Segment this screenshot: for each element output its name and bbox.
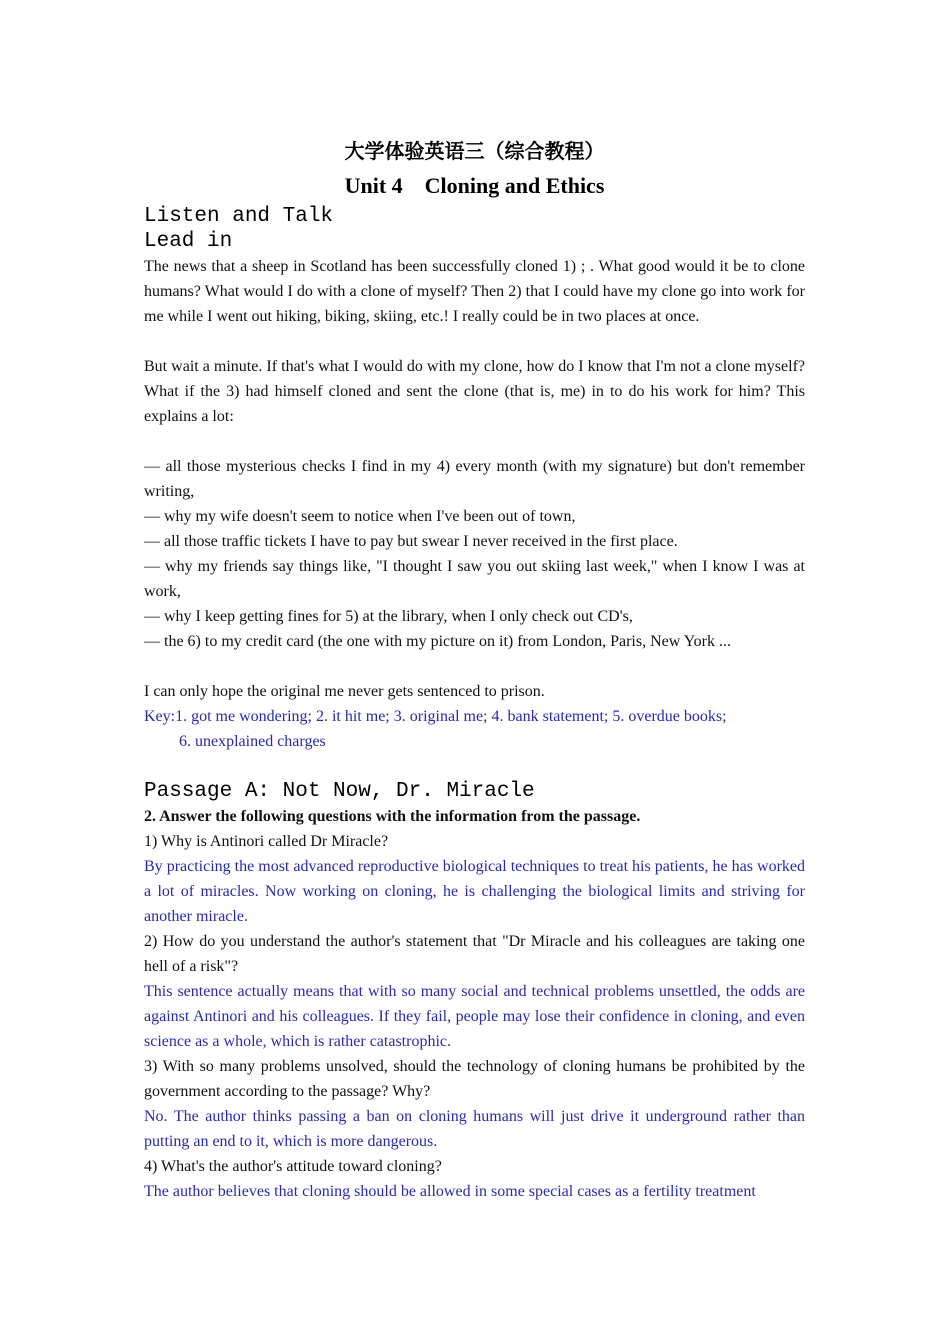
question: 1) Why is Antinori called Dr Miracle? bbox=[144, 833, 389, 850]
question: 2) How do you understand the author's statement that "Dr Miracle and his colleagues are taking one hell of a risk"? bbox=[144, 933, 805, 975]
list-item: — all those mysterious checks I find in my 4) every month (with my signature) but don't remember writing, bbox=[144, 458, 805, 500]
question-heading: 2. Answer the following questions with the information from the passage. bbox=[144, 808, 641, 825]
lead-closing: I can only hope the original me never gets sentenced to prison. bbox=[144, 683, 545, 700]
answer: This sentence actually means that with so many social and technical problems unsettled, the odds are against Antinori and his colleagues. If they fail, people may lose their confidence in cloning, and even science as a whole, which is rather catastrophic. bbox=[144, 983, 805, 1050]
lead-paragraph: But wait a minute. If that's what I would do with my clone, how do I know that I'm not a clone myself? What if the 3) had himself cloned and sent the clone (that is, me) in to do his work for him? This explains a lot: bbox=[144, 358, 805, 425]
passage-heading: Passage A: Not Now, Dr. Miracle bbox=[144, 780, 535, 803]
answer: By practicing the most advanced reproductive biological techniques to treat his patients, he has worked a lot of miracles. Now working on cloning, he is challenging the biological limits and striving for another miracle. bbox=[144, 858, 805, 925]
answer: The author believes that cloning should be allowed in some special cases as a fertility treatment bbox=[144, 1183, 756, 1200]
list-item: — why my friends say things like, "I thought I saw you out skiing last week," when I know I was at work, bbox=[144, 558, 805, 600]
document-page bbox=[144, 134, 805, 1204]
section-heading: Listen and Talk bbox=[144, 205, 334, 228]
answer-key-continued: 6. unexplained charges bbox=[179, 733, 326, 750]
lead-paragraph: The news that a sheep in Scotland has been successfully cloned 1) ; . What good would it be to clone humans? What would I do with a clone of myself? Then 2) that I could have my clone go into work for me while I went out hiking, biking, skiing, etc.! I really could be in two places at once. bbox=[144, 258, 805, 325]
document-title: 大学体验英语三（综合教程） bbox=[344, 139, 605, 163]
question: 3) With so many problems unsolved, should the technology of cloning humans be prohibited by the government according to the passage? Why? bbox=[144, 1058, 805, 1100]
question: 4) What's the author's attitude toward cloning? bbox=[144, 1158, 442, 1175]
list-item: — all those traffic tickets I have to pay but swear I never received in the first place. bbox=[144, 533, 678, 550]
answer-key: Key:1. got me wondering; 2. it hit me; 3. original me; 4. bank statement; 5. overdue books; bbox=[144, 708, 727, 725]
list-item: — why my wife doesn't seem to notice when I've been out of town, bbox=[144, 508, 576, 525]
subsection-heading: Lead in bbox=[144, 230, 233, 253]
unit-title: Unit 4 Cloning and Ethics bbox=[344, 173, 605, 198]
answer: No. The author thinks passing a ban on cloning humans will just drive it underground rather than putting an end to it, which is more dangerous. bbox=[144, 1108, 805, 1150]
list-item: — why I keep getting fines for 5) at the library, when I only check out CD's, bbox=[144, 608, 633, 625]
list-item: — the 6) to my credit card (the one with my picture on it) from London, Paris, New York ... bbox=[144, 633, 731, 650]
